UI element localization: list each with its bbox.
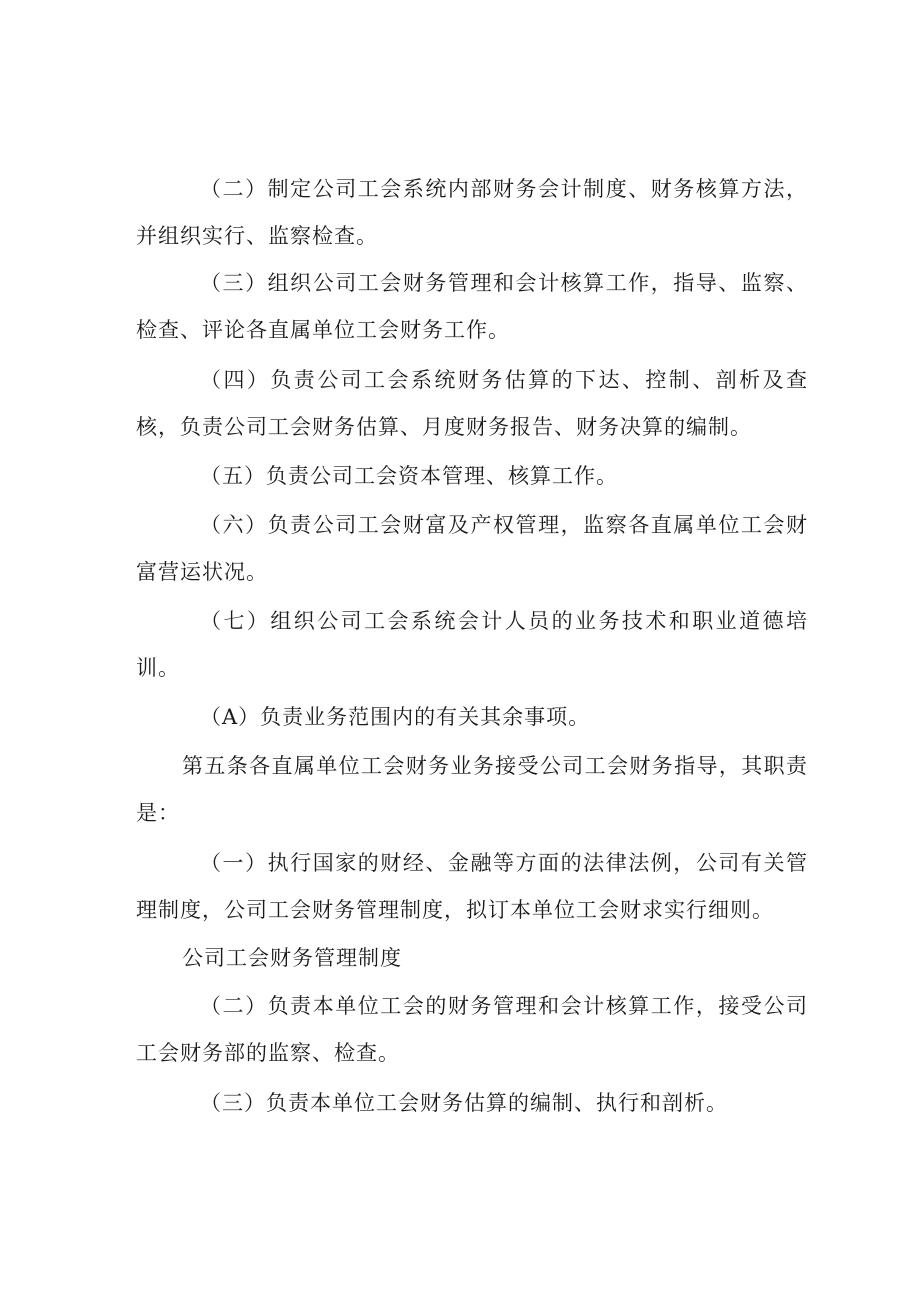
paragraph-article-5-item-3: （三）负责本单位工会财务估算的编制、执行和剖析。 [200, 1091, 728, 1115]
paragraph-item-4: （四）负责公司工会系统财务估算的下达、控制、剖析及查核，负责公司工会财务估算、月度财务报告、财务决算的编制。 [136, 368, 808, 439]
paragraph-article-5-item-1: （一）执行国家的财经、金融等方面的法律法例，公司有关管理制度，公司工会财务管理制度，拟订本单位工会财求实行细则。 [136, 851, 808, 922]
paragraph-item-3: （三）组织公司工会财务管理和会计核算工作，指导、监察、检查、评论各直属单位工会财务工作。 [136, 271, 808, 342]
paragraph-item-2: （二）制定公司工会系统内部财务会计制度、财务核算方法，并组织实行、监察检查。 [136, 177, 808, 248]
paragraph-article-5-item-2: （二）负责本单位工会的财务管理和会计核算工作，接受公司工会财务部的监察、检查。 [136, 994, 808, 1065]
paragraph-item-8: （A）负责业务范围内的有关其余事项。 [200, 705, 591, 729]
paragraph-item-5: （五）负责公司工会资本管理、核算工作。 [200, 464, 618, 488]
paragraph-article-5: 第五条各直属单位工会财务业务接受公司工会财务指导，其职责是： [136, 754, 808, 825]
paragraph-item-7: （七）组织公司工会系统会计人员的业务技术和职业道德培训。 [136, 609, 808, 680]
paragraph-item-6: （六）负责公司工会财富及产权管理，监察各直属单位工会财富营运状况。 [136, 513, 808, 584]
paragraph-section-title: 公司工会财务管理制度 [182, 946, 402, 970]
